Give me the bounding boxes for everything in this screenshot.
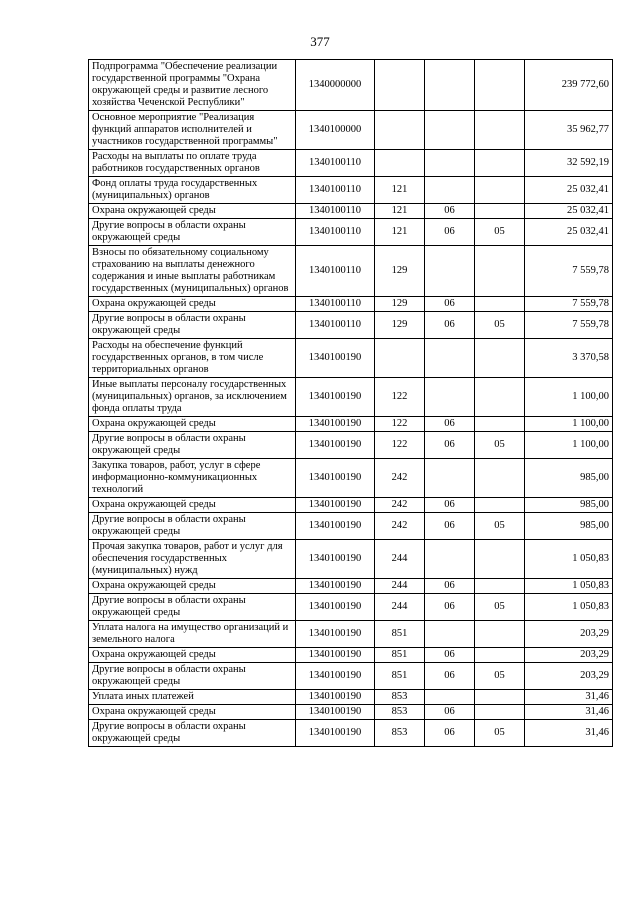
row-name-cell: Другие вопросы в области охраны окружающей среды <box>89 594 296 621</box>
row-subsection-cell <box>475 246 525 297</box>
row-name-cell: Подпрограмма "Обеспечение реализации государственной программы "Охрана окружающей среды и развитие лесного хозяйства Чеченской Республики" <box>89 60 296 111</box>
row-code-cell: 1340100110 <box>296 219 375 246</box>
row-subsection-cell <box>475 690 525 705</box>
row-name-cell: Другие вопросы в области охраны окружающей среды <box>89 720 296 747</box>
row-subsection-cell <box>475 111 525 150</box>
row-sum-cell: 1 100,00 <box>525 432 613 459</box>
row-code-cell: 1340100190 <box>296 705 375 720</box>
table-row <box>89 219 613 246</box>
row-section-cell <box>425 378 475 417</box>
row-sum-cell: 985,00 <box>525 513 613 540</box>
row-name-cell: Уплата налога на имущество организаций и земельного налога <box>89 621 296 648</box>
row-subsection-cell: 05 <box>475 663 525 690</box>
row-expense-type-cell: 242 <box>375 513 425 540</box>
row-section-cell: 06 <box>425 204 475 219</box>
row-sum-cell: 203,29 <box>525 621 613 648</box>
row-sum-cell: 35 962,77 <box>525 111 613 150</box>
table-row <box>89 60 613 111</box>
row-sum-cell: 1 050,83 <box>525 579 613 594</box>
budget-table-body <box>89 60 613 747</box>
row-code-cell: 1340100000 <box>296 111 375 150</box>
row-sum-cell: 32 592,19 <box>525 150 613 177</box>
row-subsection-cell <box>475 339 525 378</box>
row-sum-cell: 25 032,41 <box>525 219 613 246</box>
row-name-cell: Охрана окружающей среды <box>89 297 296 312</box>
row-subsection-cell <box>475 177 525 204</box>
row-section-cell <box>425 339 475 378</box>
row-name-cell: Прочая закупка товаров, работ и услуг для обеспечения государственных (муниципальных) нужд <box>89 540 296 579</box>
row-expense-type-cell: 853 <box>375 720 425 747</box>
row-expense-type-cell <box>375 339 425 378</box>
row-code-cell: 1340100190 <box>296 663 375 690</box>
row-name-cell: Охрана окружающей среды <box>89 417 296 432</box>
row-subsection-cell: 05 <box>475 219 525 246</box>
budget-table <box>88 59 613 747</box>
row-name-cell: Иные выплаты персоналу государственных (муниципальных) органов, за исключением фонда оплаты труда <box>89 378 296 417</box>
row-section-cell <box>425 690 475 705</box>
row-subsection-cell <box>475 459 525 498</box>
row-code-cell: 1340100190 <box>296 513 375 540</box>
table-row <box>89 246 613 297</box>
row-section-cell <box>425 621 475 648</box>
row-sum-cell: 7 559,78 <box>525 246 613 297</box>
row-section-cell <box>425 540 475 579</box>
row-subsection-cell: 05 <box>475 720 525 747</box>
row-section-cell: 06 <box>425 219 475 246</box>
row-code-cell: 1340100190 <box>296 579 375 594</box>
row-expense-type-cell: 121 <box>375 177 425 204</box>
table-row <box>89 648 613 663</box>
table-row <box>89 513 613 540</box>
row-expense-type-cell: 244 <box>375 540 425 579</box>
table-row <box>89 663 613 690</box>
row-expense-type-cell: 242 <box>375 498 425 513</box>
row-subsection-cell <box>475 378 525 417</box>
row-code-cell: 1340100190 <box>296 459 375 498</box>
row-code-cell: 1340100190 <box>296 540 375 579</box>
row-code-cell: 1340100190 <box>296 690 375 705</box>
row-section-cell <box>425 177 475 204</box>
row-sum-cell: 203,29 <box>525 663 613 690</box>
row-code-cell: 1340100110 <box>296 204 375 219</box>
row-subsection-cell: 05 <box>475 513 525 540</box>
row-expense-type-cell: 244 <box>375 579 425 594</box>
table-row <box>89 705 613 720</box>
row-sum-cell: 1 100,00 <box>525 378 613 417</box>
table-row <box>89 540 613 579</box>
row-section-cell: 06 <box>425 594 475 621</box>
row-name-cell: Расходы на обеспечение функций государственных органов, в том числе территориальных органов <box>89 339 296 378</box>
row-section-cell: 06 <box>425 312 475 339</box>
table-row <box>89 594 613 621</box>
row-sum-cell: 7 559,78 <box>525 297 613 312</box>
row-expense-type-cell: 242 <box>375 459 425 498</box>
row-expense-type-cell: 853 <box>375 690 425 705</box>
row-subsection-cell <box>475 705 525 720</box>
row-expense-type-cell <box>375 150 425 177</box>
row-subsection-cell <box>475 648 525 663</box>
row-name-cell: Другие вопросы в области охраны окружающей среды <box>89 432 296 459</box>
row-code-cell: 1340100190 <box>296 378 375 417</box>
row-section-cell <box>425 60 475 111</box>
row-sum-cell: 203,29 <box>525 648 613 663</box>
row-expense-type-cell: 129 <box>375 297 425 312</box>
row-code-cell: 1340100110 <box>296 150 375 177</box>
row-name-cell: Другие вопросы в области охраны окружающей среды <box>89 663 296 690</box>
table-row <box>89 204 613 219</box>
row-name-cell: Основное мероприятие "Реализация функций аппаратов исполнителей и участников государственной программы" <box>89 111 296 150</box>
row-subsection-cell <box>475 297 525 312</box>
row-expense-type-cell: 851 <box>375 648 425 663</box>
row-sum-cell: 31,46 <box>525 705 613 720</box>
table-row <box>89 720 613 747</box>
row-section-cell: 06 <box>425 513 475 540</box>
table-row <box>89 150 613 177</box>
row-subsection-cell <box>475 204 525 219</box>
row-code-cell: 1340100110 <box>296 246 375 297</box>
table-row <box>89 579 613 594</box>
row-code-cell: 1340100110 <box>296 177 375 204</box>
table-row <box>89 111 613 150</box>
row-name-cell: Уплата иных платежей <box>89 690 296 705</box>
row-name-cell: Фонд оплаты труда государственных (муниципальных) органов <box>89 177 296 204</box>
table-row <box>89 177 613 204</box>
row-name-cell: Закупка товаров, работ, услуг в сфере информационно-коммуникационных технологий <box>89 459 296 498</box>
row-name-cell: Охрана окружающей среды <box>89 579 296 594</box>
row-sum-cell: 239 772,60 <box>525 60 613 111</box>
row-name-cell: Взносы по обязательному социальному страхованию на выплаты денежного содержания и иные выплаты работникам государственных (муниципальных) органов <box>89 246 296 297</box>
row-subsection-cell: 05 <box>475 594 525 621</box>
row-sum-cell: 985,00 <box>525 498 613 513</box>
row-subsection-cell <box>475 150 525 177</box>
row-code-cell: 1340100190 <box>296 417 375 432</box>
row-subsection-cell <box>475 417 525 432</box>
table-row <box>89 339 613 378</box>
table-row <box>89 498 613 513</box>
row-section-cell: 06 <box>425 648 475 663</box>
row-section-cell: 06 <box>425 432 475 459</box>
row-sum-cell: 25 032,41 <box>525 204 613 219</box>
row-sum-cell: 985,00 <box>525 459 613 498</box>
page-number: 377 <box>310 34 330 49</box>
row-code-cell: 1340100190 <box>296 498 375 513</box>
row-section-cell: 06 <box>425 579 475 594</box>
row-name-cell: Охрана окружающей среды <box>89 498 296 513</box>
row-expense-type-cell: 244 <box>375 594 425 621</box>
table-row <box>89 417 613 432</box>
row-code-cell: 1340100190 <box>296 339 375 378</box>
row-expense-type-cell: 122 <box>375 378 425 417</box>
row-expense-type-cell: 122 <box>375 417 425 432</box>
row-code-cell: 1340100190 <box>296 648 375 663</box>
table-row <box>89 378 613 417</box>
row-section-cell <box>425 459 475 498</box>
row-code-cell: 1340100190 <box>296 594 375 621</box>
table-row <box>89 432 613 459</box>
row-subsection-cell: 05 <box>475 312 525 339</box>
row-expense-type-cell: 122 <box>375 432 425 459</box>
row-section-cell <box>425 111 475 150</box>
row-subsection-cell <box>475 540 525 579</box>
row-sum-cell: 7 559,78 <box>525 312 613 339</box>
row-expense-type-cell: 851 <box>375 621 425 648</box>
row-section-cell: 06 <box>425 720 475 747</box>
row-code-cell: 1340100190 <box>296 720 375 747</box>
row-expense-type-cell: 121 <box>375 204 425 219</box>
row-sum-cell: 1 050,83 <box>525 594 613 621</box>
row-expense-type-cell: 853 <box>375 705 425 720</box>
row-expense-type-cell: 129 <box>375 312 425 339</box>
table-row <box>89 621 613 648</box>
row-expense-type-cell: 121 <box>375 219 425 246</box>
row-sum-cell: 1 050,83 <box>525 540 613 579</box>
row-subsection-cell <box>475 579 525 594</box>
row-name-cell: Охрана окружающей среды <box>89 648 296 663</box>
row-sum-cell: 1 100,00 <box>525 417 613 432</box>
row-sum-cell: 3 370,58 <box>525 339 613 378</box>
row-section-cell: 06 <box>425 663 475 690</box>
row-sum-cell: 31,46 <box>525 690 613 705</box>
row-subsection-cell <box>475 60 525 111</box>
table-row <box>89 312 613 339</box>
row-section-cell: 06 <box>425 417 475 432</box>
row-code-cell: 1340100190 <box>296 621 375 648</box>
table-row <box>89 690 613 705</box>
row-name-cell: Другие вопросы в области охраны окружающей среды <box>89 312 296 339</box>
row-code-cell: 1340100110 <box>296 297 375 312</box>
row-name-cell: Другие вопросы в области охраны окружающей среды <box>89 219 296 246</box>
row-subsection-cell <box>475 621 525 648</box>
row-code-cell: 1340100190 <box>296 432 375 459</box>
table-row <box>89 297 613 312</box>
table-row <box>89 459 613 498</box>
row-name-cell: Охрана окружающей среды <box>89 204 296 219</box>
row-section-cell: 06 <box>425 498 475 513</box>
row-name-cell: Другие вопросы в области охраны окружающей среды <box>89 513 296 540</box>
row-section-cell: 06 <box>425 705 475 720</box>
row-sum-cell: 31,46 <box>525 720 613 747</box>
row-subsection-cell: 05 <box>475 432 525 459</box>
row-section-cell: 06 <box>425 297 475 312</box>
row-code-cell: 1340100110 <box>296 312 375 339</box>
row-section-cell <box>425 150 475 177</box>
row-name-cell: Расходы на выплаты по оплате труда работников государственных органов <box>89 150 296 177</box>
row-expense-type-cell: 851 <box>375 663 425 690</box>
row-sum-cell: 25 032,41 <box>525 177 613 204</box>
row-expense-type-cell <box>375 60 425 111</box>
row-expense-type-cell <box>375 111 425 150</box>
row-code-cell: 1340000000 <box>296 60 375 111</box>
row-name-cell: Охрана окружающей среды <box>89 705 296 720</box>
row-subsection-cell <box>475 498 525 513</box>
row-section-cell <box>425 246 475 297</box>
row-expense-type-cell: 129 <box>375 246 425 297</box>
